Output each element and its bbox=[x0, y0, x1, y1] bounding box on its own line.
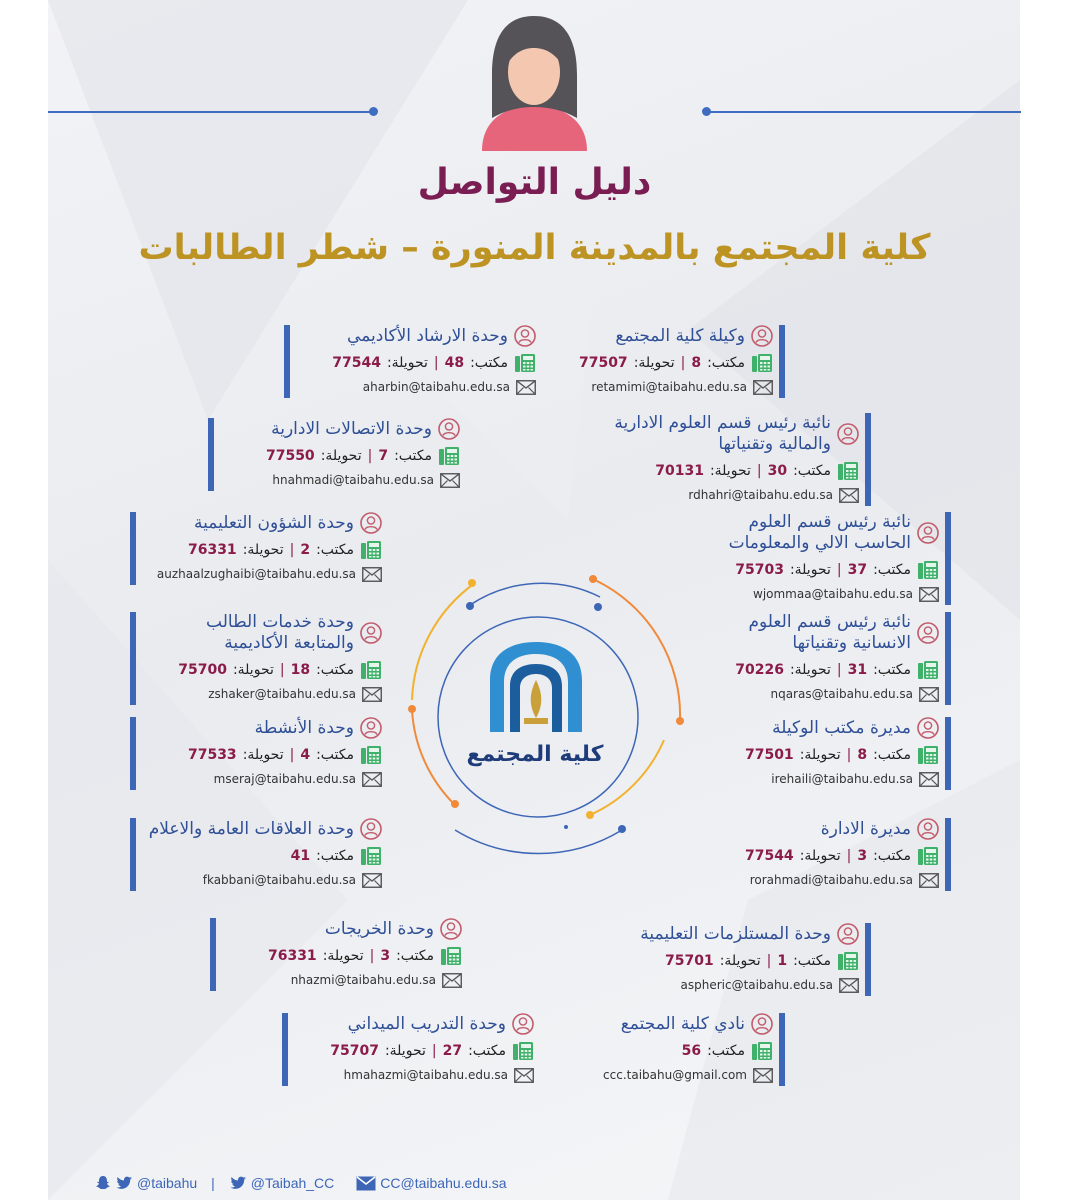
person-icon bbox=[440, 918, 462, 940]
phone-icon bbox=[512, 1041, 534, 1061]
contact-title: نائبة رئيس قسم العلوم الادارية والمالية وتقنياتها bbox=[614, 413, 831, 454]
contact-title: نائبة رئيس قسم العلوم الحاسب الالي والمعلومات bbox=[728, 512, 911, 553]
contact-title: مديرة الادارة bbox=[820, 818, 911, 839]
person-icon bbox=[751, 1013, 773, 1035]
office-number: 2 bbox=[300, 542, 311, 558]
phone-icon bbox=[360, 846, 382, 866]
contact-title: وحدة الاتصالات الادارية bbox=[271, 418, 432, 439]
office-number: 56 bbox=[681, 1043, 702, 1059]
contact-card bbox=[142, 612, 382, 705]
envelope-icon bbox=[440, 473, 460, 488]
contact-title: نادي كلية المجتمع bbox=[620, 1013, 745, 1034]
contact-card bbox=[142, 818, 382, 891]
office-label: مكتب: bbox=[793, 953, 831, 969]
office-number: 7 bbox=[378, 448, 389, 464]
person-icon bbox=[360, 512, 382, 534]
envelope-icon bbox=[514, 1068, 534, 1083]
person-icon bbox=[917, 622, 939, 644]
page-title: دليل التواصل bbox=[417, 162, 652, 203]
contact-card bbox=[689, 612, 939, 705]
contact-card bbox=[222, 918, 462, 991]
card-accent-bar bbox=[208, 418, 214, 491]
extension-number: 77501 bbox=[744, 747, 794, 763]
office-number: 3 bbox=[380, 948, 391, 964]
separator: | bbox=[846, 747, 852, 763]
envelope-icon bbox=[442, 973, 462, 988]
office-number: 30 bbox=[767, 463, 788, 479]
separator: | bbox=[846, 848, 852, 864]
envelope-icon bbox=[919, 587, 939, 602]
contact-title: وحدة الشؤون التعليمية bbox=[194, 512, 354, 533]
extension-label: تحويلة: bbox=[322, 948, 364, 964]
snapchat-icon bbox=[95, 1175, 111, 1191]
extension-number: 75703 bbox=[735, 562, 784, 578]
extension-label: تحويلة: bbox=[799, 848, 841, 864]
person-icon bbox=[360, 818, 382, 840]
contact-title: وحدة المستلزمات التعليمية bbox=[640, 923, 831, 944]
office-number: 37 bbox=[847, 562, 868, 578]
office-label: مكتب: bbox=[707, 355, 745, 371]
envelope-icon bbox=[753, 380, 773, 395]
contact-title: وحدة الارشاد الأكاديمي bbox=[347, 325, 508, 346]
extension-number: 77507 bbox=[578, 355, 628, 371]
phone-icon bbox=[917, 660, 939, 680]
contact-email[interactable]: aspheric@taibahu.edu.sa bbox=[680, 978, 833, 992]
office-label: مكتب: bbox=[316, 848, 354, 864]
twitter-bird-icon bbox=[115, 1176, 133, 1191]
phone-icon bbox=[837, 461, 859, 481]
phone-icon bbox=[751, 353, 773, 373]
extension-number: 77544 bbox=[744, 848, 794, 864]
college-logo-label: كلية المجتمع bbox=[466, 742, 604, 767]
contact-email[interactable]: aharbin@taibahu.edu.sa bbox=[362, 380, 510, 394]
phone-icon bbox=[917, 846, 939, 866]
extension-label: تحويلة: bbox=[709, 463, 751, 479]
envelope-icon bbox=[362, 687, 382, 702]
footer-email-link[interactable] bbox=[356, 1175, 506, 1191]
extension-number: 77544 bbox=[332, 355, 381, 371]
contact-card bbox=[619, 923, 859, 996]
phone-icon bbox=[440, 946, 462, 966]
office-label: مكتب: bbox=[316, 662, 354, 678]
person-icon bbox=[917, 818, 939, 840]
person-icon bbox=[917, 717, 939, 739]
phone-icon bbox=[837, 951, 859, 971]
separator: | bbox=[680, 355, 686, 371]
contact-card bbox=[220, 418, 460, 491]
contact-title: وحدة الأنشطة bbox=[254, 717, 354, 738]
contact-card bbox=[533, 325, 773, 398]
phone-icon bbox=[514, 353, 536, 373]
office-label: مكتب: bbox=[468, 1043, 506, 1059]
card-accent-bar bbox=[284, 325, 290, 398]
card-accent-bar bbox=[865, 923, 871, 996]
header-rule-right bbox=[706, 111, 1021, 113]
office-label: مكتب: bbox=[873, 848, 911, 864]
contact-email[interactable]: rorahmadi@taibahu.edu.sa bbox=[749, 873, 913, 887]
person-icon bbox=[360, 717, 382, 739]
office-number: 27 bbox=[442, 1043, 463, 1059]
extension-label: تحويلة: bbox=[719, 953, 761, 969]
contact-email[interactable]: hmahazmi@taibahu.edu.sa bbox=[343, 1068, 508, 1082]
envelope-icon bbox=[362, 567, 382, 582]
envelope-icon bbox=[919, 873, 939, 888]
office-label: مكتب: bbox=[873, 747, 911, 763]
phone-icon bbox=[917, 745, 939, 765]
separator: | bbox=[289, 747, 295, 763]
phone-icon bbox=[751, 1041, 773, 1061]
extension-label: تحويلة: bbox=[789, 562, 831, 578]
person-icon bbox=[438, 418, 460, 440]
footer-handle-taibah-cc: @Taibah_CC bbox=[250, 1175, 335, 1191]
person-icon bbox=[512, 1013, 534, 1035]
phone-icon bbox=[360, 745, 382, 765]
extension-label: تحويلة: bbox=[242, 747, 284, 763]
contact-title: وحدة التدريب الميداني bbox=[347, 1013, 506, 1034]
woman-avatar-icon bbox=[476, 14, 593, 151]
contact-card bbox=[142, 717, 382, 790]
footer-twitter-taibah-cc[interactable] bbox=[229, 1175, 334, 1191]
separator: | bbox=[433, 355, 439, 371]
extension-number: 77550 bbox=[265, 448, 315, 464]
card-accent-bar bbox=[945, 612, 951, 705]
phone-icon bbox=[917, 560, 939, 580]
envelope-icon bbox=[919, 772, 939, 787]
card-accent-bar bbox=[865, 413, 871, 506]
card-accent-bar bbox=[130, 612, 136, 705]
office-number: 4 bbox=[300, 747, 311, 763]
person-icon bbox=[917, 522, 939, 544]
card-accent-bar bbox=[130, 717, 136, 790]
contact-title: مديرة مكتب الوكيلة bbox=[772, 717, 911, 738]
header-rule-left-dot bbox=[369, 107, 378, 116]
extension-label: تحويلة: bbox=[799, 747, 841, 763]
card-accent-bar bbox=[945, 717, 951, 790]
separator: | bbox=[766, 953, 772, 969]
contact-email[interactable]: mseraj@taibahu.edu.sa bbox=[213, 772, 356, 786]
contact-card bbox=[689, 512, 939, 605]
extension-number: 76331 bbox=[187, 542, 237, 558]
extension-label: تحويلة: bbox=[633, 355, 675, 371]
envelope-icon bbox=[919, 687, 939, 702]
extension-number: 77533 bbox=[187, 747, 237, 763]
card-accent-bar bbox=[779, 1013, 785, 1086]
taibah-university-logo bbox=[484, 640, 588, 732]
envelope-icon bbox=[516, 380, 536, 395]
separator: | bbox=[367, 448, 373, 464]
envelope-icon bbox=[362, 873, 382, 888]
separator: | bbox=[756, 463, 762, 479]
person-icon bbox=[837, 923, 859, 945]
contact-email[interactable]: nhazmi@taibahu.edu.sa bbox=[290, 973, 436, 987]
footer-separator: | bbox=[211, 1175, 215, 1191]
office-label: مكتب: bbox=[873, 662, 911, 678]
envelope-icon bbox=[753, 1068, 773, 1083]
office-number: 41 bbox=[290, 848, 311, 864]
separator: | bbox=[369, 948, 375, 964]
envelope-icon bbox=[356, 1176, 376, 1191]
office-number: 48 bbox=[444, 355, 465, 371]
office-label: مكتب: bbox=[396, 948, 434, 964]
contact-email[interactable]: rdhahri@taibahu.edu.sa bbox=[688, 488, 833, 502]
twitter-bird-icon bbox=[229, 1176, 247, 1191]
office-label: مكتب: bbox=[470, 355, 508, 371]
separator: | bbox=[289, 542, 295, 558]
contact-email[interactable]: wjommaa@taibahu.edu.sa bbox=[753, 587, 913, 601]
extension-number: 70131 bbox=[655, 463, 704, 479]
phone-icon bbox=[438, 446, 460, 466]
extension-number: 75707 bbox=[330, 1043, 379, 1059]
card-accent-bar bbox=[130, 818, 136, 891]
contact-card bbox=[294, 1013, 534, 1086]
footer-handle-taibahu: @taibahu bbox=[137, 1175, 198, 1191]
footer bbox=[95, 1172, 507, 1194]
footer-twitter-taibahu[interactable] bbox=[95, 1175, 197, 1191]
envelope-icon bbox=[839, 488, 859, 503]
separator: | bbox=[279, 662, 285, 678]
office-number: 1 bbox=[777, 953, 788, 969]
card-accent-bar bbox=[945, 818, 951, 891]
extension-label: تحويلة: bbox=[789, 662, 831, 678]
office-label: مكتب: bbox=[707, 1043, 745, 1059]
phone-icon bbox=[360, 660, 382, 680]
contact-email[interactable]: retamimi@taibahu.edu.sa bbox=[591, 380, 747, 394]
office-label: مكتب: bbox=[316, 747, 354, 763]
card-accent-bar bbox=[210, 918, 216, 991]
card-accent-bar bbox=[130, 512, 136, 585]
page-subtitle: كلية المجتمع بالمدينة المنورة – شطر الطالبات bbox=[138, 228, 931, 268]
phone-icon bbox=[360, 540, 382, 560]
office-label: مكتب: bbox=[873, 562, 911, 578]
office-number: 8 bbox=[691, 355, 702, 371]
office-label: مكتب: bbox=[793, 463, 831, 479]
footer-email: CC@taibahu.edu.sa bbox=[380, 1175, 507, 1191]
contact-email[interactable]: irehaili@taibahu.edu.sa bbox=[771, 772, 913, 786]
card-accent-bar bbox=[945, 512, 951, 605]
person-icon bbox=[751, 325, 773, 347]
contact-title: وحدة العلاقات العامة والاعلام bbox=[148, 818, 354, 839]
extension-number: 76331 bbox=[267, 948, 317, 964]
person-icon bbox=[514, 325, 536, 347]
extension-number: 75701 bbox=[664, 953, 714, 969]
card-accent-bar bbox=[282, 1013, 288, 1086]
extension-number: 70226 bbox=[735, 662, 784, 678]
contact-title: وكيلة كلية المجتمع bbox=[615, 325, 745, 346]
contact-title: وحدة الخريجات bbox=[324, 918, 434, 939]
extension-label: تحويلة: bbox=[386, 355, 428, 371]
contact-card bbox=[699, 717, 939, 790]
extension-number: 75700 bbox=[178, 662, 227, 678]
office-number: 31 bbox=[847, 662, 868, 678]
envelope-icon bbox=[362, 772, 382, 787]
contact-card bbox=[296, 325, 536, 398]
contact-title: نائبة رئيس قسم العلوم الانسانية وتقنياتها bbox=[748, 612, 911, 653]
person-icon bbox=[360, 622, 382, 644]
office-number: 8 bbox=[857, 747, 868, 763]
envelope-icon bbox=[839, 978, 859, 993]
contact-email[interactable]: nqaras@taibahu.edu.sa bbox=[770, 687, 913, 701]
contact-email[interactable]: auzhaalzughaibi@taibahu.edu.sa bbox=[156, 567, 356, 581]
extension-label: تحويلة: bbox=[242, 542, 284, 558]
contact-card bbox=[533, 1013, 773, 1086]
header-rule-left bbox=[48, 111, 372, 113]
separator: | bbox=[836, 662, 842, 678]
office-label: مكتب: bbox=[394, 448, 432, 464]
contact-card bbox=[142, 512, 382, 585]
separator: | bbox=[431, 1043, 437, 1059]
contact-email[interactable]: zshaker@taibahu.edu.sa bbox=[208, 687, 356, 701]
office-number: 3 bbox=[857, 848, 868, 864]
office-number: 18 bbox=[290, 662, 311, 678]
separator: | bbox=[836, 562, 842, 578]
card-accent-bar bbox=[779, 325, 785, 398]
extension-label: تحويلة: bbox=[320, 448, 362, 464]
contact-email[interactable]: ccc.taibahu@gmail.com bbox=[603, 1068, 747, 1082]
contact-title: وحدة خدمات الطالب والمتابعة الأكاديمية bbox=[206, 612, 354, 653]
contact-email[interactable]: hnahmadi@taibahu.edu.sa bbox=[272, 473, 434, 487]
extension-label: تحويلة: bbox=[384, 1043, 426, 1059]
person-icon bbox=[837, 423, 859, 445]
extension-label: تحويلة: bbox=[232, 662, 274, 678]
office-label: مكتب: bbox=[316, 542, 354, 558]
contact-card bbox=[609, 413, 859, 506]
contact-card bbox=[699, 818, 939, 891]
contact-email[interactable]: fkabbani@taibahu.edu.sa bbox=[202, 873, 356, 887]
